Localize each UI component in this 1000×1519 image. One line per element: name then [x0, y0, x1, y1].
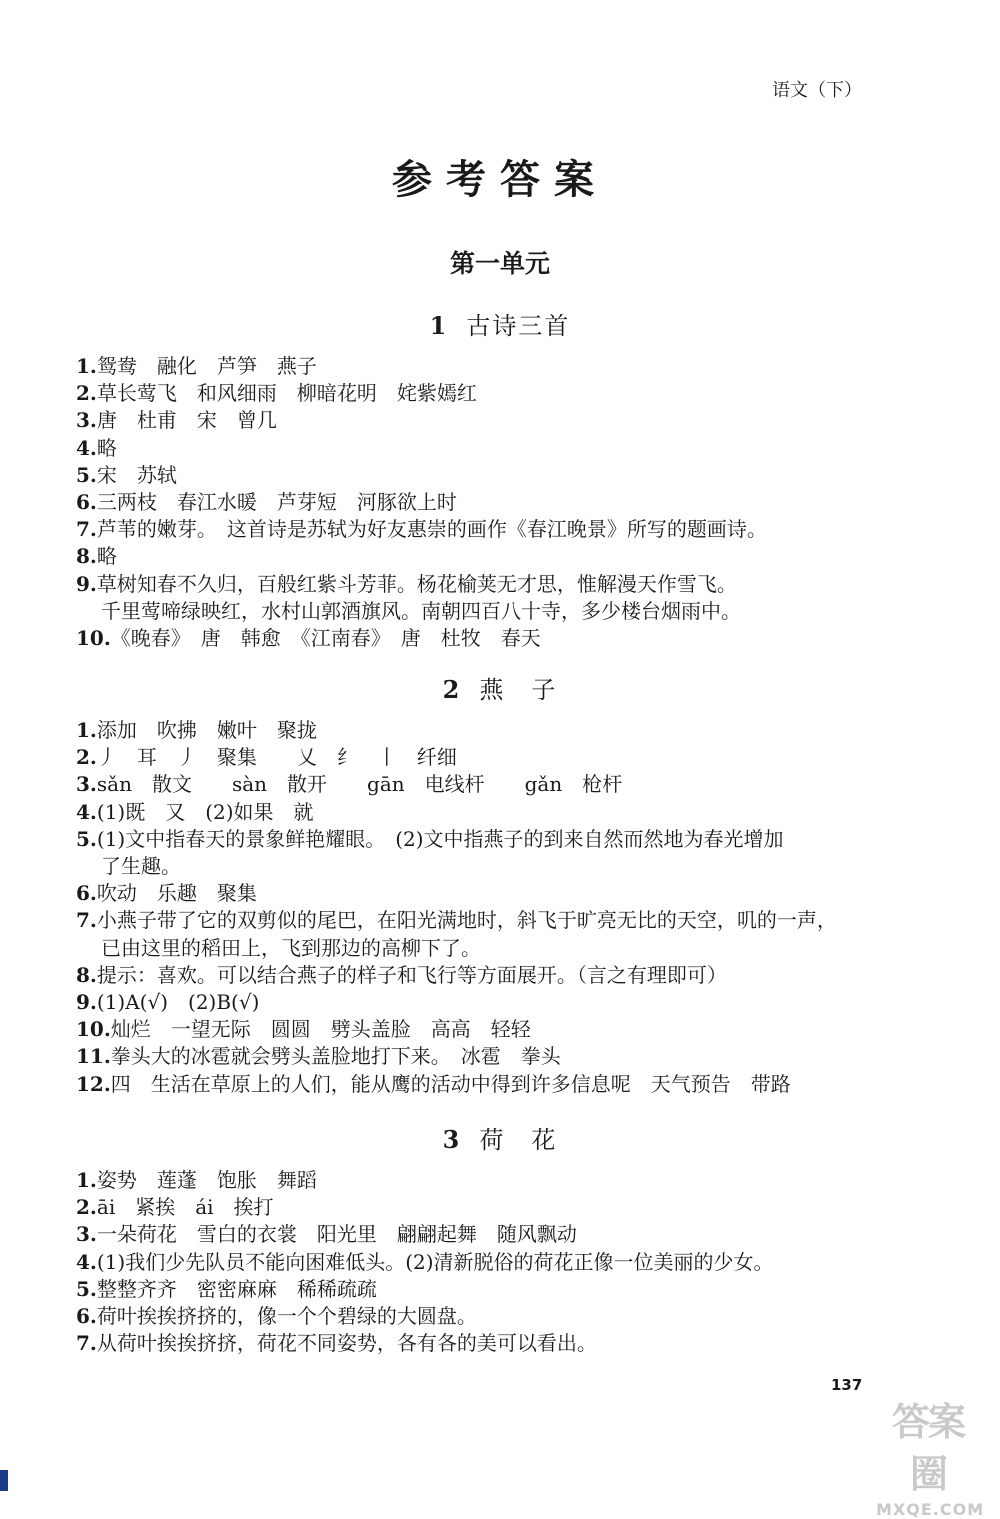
page-title: 参考答案	[392, 157, 608, 203]
answer-text: 添加 吹拂 嫩叶 聚拢	[96, 718, 317, 742]
answer-text: 一朵荷花 雪白的衣裳 阳光里 翩翩起舞 随风飘动	[96, 1222, 577, 1247]
answer-text: 荷叶挨挨挤挤的，像一个个碧绿的大圆盘。	[96, 1304, 477, 1329]
answer-item	[76, 462, 916, 489]
answer-text: 四 生活在草原上的人们，能从鹰的活动中得到许多信息呢 天气预告 带路	[110, 1071, 791, 1096]
answer-number: 10.	[76, 626, 111, 651]
lesson-title	[0, 1120, 1000, 1155]
answer-text: 唐 杜甫 宋 曾几	[96, 408, 277, 433]
answer-item	[76, 1167, 916, 1194]
answer-item	[76, 543, 916, 570]
answer-text: 提示：喜欢。可以结合燕子的样子和飞行等方面展开。（言之有理即可）	[96, 962, 727, 987]
answer-number: 3.	[76, 772, 97, 797]
answer-number: 11.	[76, 1044, 111, 1069]
lesson-name: 古诗三首	[466, 312, 571, 340]
answer-text: (1)既 又 (2)如果 就	[96, 799, 314, 824]
answer-number: 1.	[76, 718, 97, 742]
answer-number: 9.	[76, 990, 97, 1015]
answer-item	[76, 989, 916, 1016]
answer-item	[76, 1303, 916, 1330]
answer-number: 10.	[76, 1017, 111, 1042]
answer-number: 5.	[76, 1276, 97, 1301]
answer-text: 姿势 莲蓬 饱胀 舞蹈	[96, 1168, 317, 1192]
answer-text: 草树知春不久归，百般红紫斗芳菲。杨花榆荚无才思，惟解漫天作雪飞。	[96, 571, 737, 596]
answer-number: 8.	[76, 962, 97, 987]
answer-number: 2.	[76, 745, 97, 770]
lesson-title	[0, 306, 1000, 341]
answer-number: 6.	[76, 881, 97, 906]
lesson-number: 2	[442, 675, 460, 704]
answer-item	[76, 380, 916, 407]
answer-item	[76, 353, 916, 380]
answer-number: 9.	[76, 571, 97, 596]
answer-item	[76, 1330, 916, 1357]
watermark-logo: 答案圈	[891, 1400, 964, 1496]
answer-text: 小燕子带了它的双剪似的尾巴，在阳光满地时，斜飞于旷亮无比的天空，叽的一声，	[96, 908, 837, 933]
answer-number: 4.	[76, 1249, 97, 1274]
answer-item	[76, 1071, 916, 1098]
answer-text: (1)文中指春天的景象鲜艳耀眼。 (2)文中指燕子的到来自然而然地为春光增加	[96, 826, 784, 851]
answer-number: 7.	[76, 908, 97, 933]
answer-text: 从荷叶挨挨挤挤，荷花不同姿势，各有各的美可以看出。	[96, 1331, 597, 1356]
answer-text: 丿 耳 丿 聚集 乂 纟 丨 纤细	[96, 745, 457, 770]
answer-item	[76, 962, 916, 989]
answer-item	[76, 516, 916, 543]
answer-text: 吹动 乐趣 聚集	[96, 881, 257, 906]
answer-number: 1.	[76, 1168, 97, 1192]
answer-item	[76, 1249, 916, 1276]
unit-title: 第一单元	[449, 249, 550, 278]
answer-number: 6.	[76, 490, 97, 515]
answer-text: āi 紧挨 ái 挨打	[96, 1195, 274, 1220]
header-subject: 语文（下）	[772, 80, 862, 101]
answer-text: 整整齐齐 密密麻麻 稀稀疏疏	[96, 1276, 377, 1301]
answer-text-continued: 已由这里的稻田上，飞到那边的高柳下了。	[101, 935, 481, 960]
answer-item	[76, 717, 916, 744]
answer-text: 宋 苏轼	[96, 462, 177, 487]
answer-text: 草长莺飞 和风细雨 柳暗花明 姹紫嫣红	[96, 381, 477, 406]
page-number: 137	[831, 1376, 863, 1394]
answer-text-continued: 了生趣。	[101, 854, 181, 879]
answer-item	[76, 907, 916, 961]
answer-text: (1)A(√) (2)B(√)	[96, 990, 260, 1015]
lesson-name: 荷 花	[479, 1126, 558, 1154]
answer-item	[76, 571, 916, 625]
answer-item	[76, 771, 916, 798]
answer-text: (1)我们少先队员不能向困难低头。(2)清新脱俗的荷花正像一位美丽的少女。	[96, 1249, 774, 1274]
answer-number: 7.	[76, 1331, 97, 1356]
answer-list	[76, 717, 916, 1098]
answer-number: 3.	[76, 1222, 97, 1247]
answer-text: sǎn 散文 sàn 散开 gān 电线杆 gǎn 枪杆	[96, 772, 623, 797]
answer-number: 4.	[76, 799, 97, 824]
answer-text: 灿烂 一望无际 圆圆 劈头盖脸 高高 轻轻	[110, 1017, 531, 1042]
watermark	[876, 1396, 985, 1519]
answer-item	[76, 1016, 916, 1043]
answer-item	[76, 880, 916, 907]
answer-number: 1.	[76, 354, 97, 378]
answer-item	[76, 744, 916, 771]
answer-item	[76, 799, 916, 826]
answer-text: 三两枝 春江水暖 芦芽短 河豚欲上时	[96, 490, 457, 515]
corner-marker	[0, 1470, 8, 1491]
answer-number: 12.	[76, 1071, 111, 1096]
answer-item	[76, 826, 916, 880]
answer-item	[76, 1194, 916, 1221]
answer-item	[76, 1276, 916, 1303]
answer-text: 鸳鸯 融化 芦笋 燕子	[96, 354, 317, 378]
answer-list	[76, 353, 916, 652]
answer-item	[76, 1221, 916, 1248]
answer-number: 5.	[76, 826, 97, 851]
answer-text: 略	[96, 544, 117, 569]
lesson-number: 1	[429, 311, 447, 340]
answer-number: 3.	[76, 408, 97, 433]
answer-number: 5.	[76, 462, 97, 487]
answer-number: 2.	[76, 381, 97, 406]
answer-number: 6.	[76, 1304, 97, 1329]
answer-text: 略	[96, 435, 117, 460]
answer-text-continued: 千里莺啼绿映红，水村山郭酒旗风。南朝四百八十寺，多少楼台烟雨中。	[101, 598, 741, 623]
answer-text: 拳头大的冰雹就会劈头盖脸地打下来。 冰雹 拳头	[110, 1044, 561, 1069]
answer-number: 4.	[76, 435, 97, 460]
answer-item	[76, 625, 916, 652]
lesson-number: 3	[442, 1125, 460, 1154]
answer-number: 2.	[76, 1195, 97, 1220]
answer-number: 8.	[76, 544, 97, 569]
answer-number: 7.	[76, 517, 97, 542]
answer-text: 芦苇的嫩芽。 这首诗是苏轼为好友惠崇的画作《春江晚景》所写的题画诗。	[96, 517, 767, 542]
answer-item	[76, 1043, 916, 1070]
answer-item	[76, 489, 916, 516]
lesson-name: 燕 子	[479, 676, 558, 704]
answer-item	[76, 435, 916, 462]
answer-list	[76, 1167, 916, 1357]
answer-text: 《晚春》 唐 韩愈 《江南春》 唐 杜牧 春天	[110, 626, 541, 651]
watermark-url: MXQE.COM	[876, 1500, 985, 1519]
answer-item	[76, 407, 916, 434]
lesson-title	[0, 670, 1000, 705]
